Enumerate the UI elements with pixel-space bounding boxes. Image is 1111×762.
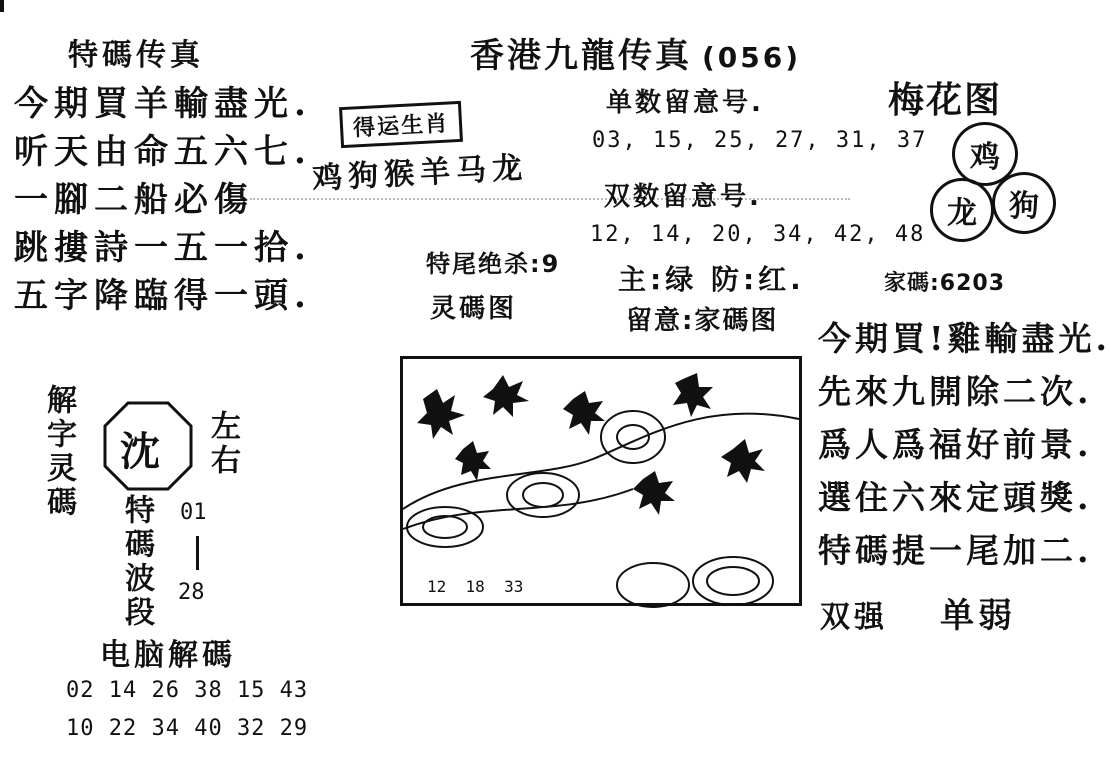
poem-line-3: 一腳二船必傷 bbox=[14, 180, 254, 220]
wave-start: 01 bbox=[180, 500, 207, 525]
luck-label: 得运生肖 bbox=[352, 111, 450, 142]
corner-marker bbox=[0, 0, 4, 12]
riddle-side: 左右 bbox=[205, 410, 240, 478]
computer-label: 电脑解碼 bbox=[100, 638, 236, 673]
single-weak: 单弱 bbox=[940, 596, 1016, 636]
riddle-label: 解字灵碼 bbox=[41, 384, 76, 520]
plum-circle-right-char: 狗 bbox=[1009, 189, 1039, 224]
left-poem bbox=[14, 80, 312, 320]
riddle-char: 沈 bbox=[120, 429, 160, 475]
luck-animals: 鸡狗猴羊马龙 bbox=[311, 150, 529, 197]
poem-line-1: 今期買羊輸盡光. bbox=[14, 84, 312, 124]
computer-row-2: 10 22 34 40 32 29 bbox=[66, 716, 309, 741]
issue-number: (056) bbox=[702, 41, 802, 74]
poem-line-4: 跳摟詩一五一拾. bbox=[14, 228, 312, 268]
page-title bbox=[470, 28, 801, 77]
header-title: 香港九龍传真 bbox=[470, 36, 692, 76]
poem-line-5: 五字降臨得一頭. bbox=[14, 276, 312, 316]
right-poem bbox=[818, 312, 1111, 577]
home-code: 家碼:6203 bbox=[884, 271, 1006, 296]
picture-caption: 12 18 33 bbox=[423, 577, 527, 596]
plum-title: 梅花图 bbox=[888, 80, 1003, 121]
right-poem-line-2: 先來九開除二次. bbox=[818, 372, 1093, 411]
right-poem-line-3: 爲人爲福好前景. bbox=[818, 425, 1093, 464]
plum-circle-left-char: 龙 bbox=[947, 196, 977, 231]
odd-label: 单数留意号. bbox=[606, 88, 764, 118]
wave-label: 特碼波段 bbox=[119, 494, 154, 630]
notice-image-label: 留意:家碼图 bbox=[626, 306, 779, 336]
left-title: 特碼传真 bbox=[68, 38, 204, 73]
main-defense: 主:绿 防:红. bbox=[618, 263, 805, 296]
right-poem-line-5: 特碼提一尾加二. bbox=[818, 531, 1093, 570]
computer-row-1: 02 14 26 38 15 43 bbox=[66, 678, 309, 703]
ling-ma-tu: 灵碼图 bbox=[430, 294, 518, 324]
right-poem-line-4: 選住六來定頭獎. bbox=[818, 478, 1093, 517]
even-numbers: 12, 14, 20, 34, 42, 48 bbox=[590, 222, 926, 247]
wave-range-line bbox=[196, 536, 199, 570]
poem-line-2: 听天由命五六七. bbox=[14, 132, 312, 172]
luck-label-box bbox=[339, 101, 463, 148]
double-strong: 双强 bbox=[820, 600, 888, 635]
flower-illustration bbox=[403, 359, 799, 603]
wave-end: 28 bbox=[178, 580, 205, 605]
plum-circle-left bbox=[930, 178, 994, 242]
tail-kill: 特尾绝杀:9 bbox=[426, 250, 561, 278]
flower-picture bbox=[400, 356, 802, 606]
right-poem-line-1: 今期買!雞輸盡光. bbox=[818, 319, 1111, 358]
odd-numbers: 03, 15, 25, 27, 31, 37 bbox=[592, 128, 928, 153]
even-label: 双数留意号. bbox=[604, 182, 762, 212]
plum-circle-right bbox=[992, 172, 1056, 234]
plum-circle-top-char: 鸡 bbox=[970, 140, 1000, 175]
